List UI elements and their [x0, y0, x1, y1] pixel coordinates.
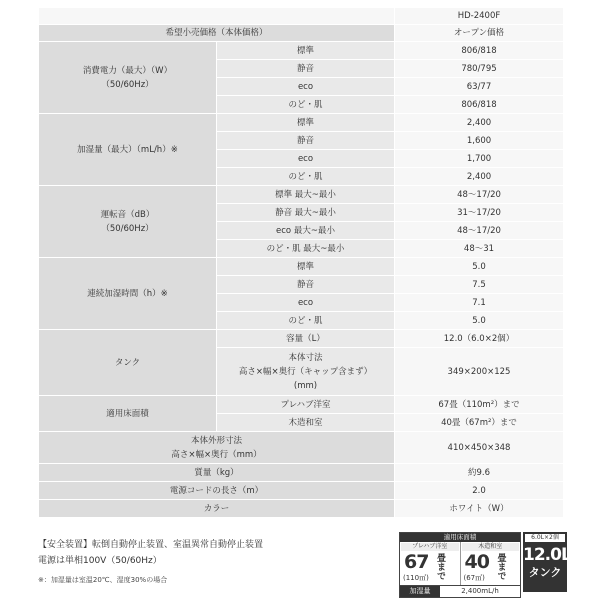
badge-col-prefab [400, 542, 461, 585]
badge-col-wooden [461, 542, 521, 585]
mode-cell: 静音 [217, 132, 395, 150]
notes [38, 537, 263, 569]
cord-label: 電源コードの長さ（m） [39, 482, 395, 500]
badge-sub: (110㎡) [403, 574, 429, 582]
value-cell: 2,400 [395, 168, 564, 186]
mode-cell: eco 最大~最小 [217, 222, 395, 240]
value-cell: 780/795 [395, 60, 564, 78]
safety-note: 【安全装置】転倒自動停止装置、室温異常自動停止装置 [38, 540, 264, 550]
value-cell: 48～17/20 [395, 186, 564, 204]
cord-value: 2.0 [395, 482, 564, 500]
badge-bottom-value: 2,400mL/h [461, 587, 499, 595]
mode-cell: のど・肌 [217, 312, 395, 330]
badge-col-title: 木造和室 [462, 543, 520, 551]
color-value: ホワイト（W） [395, 500, 564, 518]
value-cell: 48～31 [395, 240, 564, 258]
floor-area-badge [399, 532, 521, 598]
mode-cell: 静音 [217, 60, 395, 78]
power-label: 消費電力（最大）（W） （50/60Hz） [39, 42, 217, 114]
weight-value: 約9.6 [395, 464, 564, 482]
badge-sub: (67㎡) [463, 574, 485, 582]
tank-badge [523, 532, 571, 592]
mode-cell: 標準 最大~最小 [217, 186, 395, 204]
badge-bottom-label: 加湿量 [400, 586, 440, 597]
value-cell: 5.0 [395, 312, 564, 330]
mode-cell: のど・肌 [217, 168, 395, 186]
badge-unit: 畳まで [495, 553, 506, 580]
badge-col-title: プレハブ洋室 [401, 543, 459, 551]
value-cell: 67畳（110m²）まで [395, 396, 564, 414]
value-cell: 63/77 [395, 78, 564, 96]
floor-label: 適用床面積 [39, 396, 217, 432]
model-header: HD-2400F [395, 8, 564, 25]
dims-label: 本体外形寸法 高さ×幅×奥行（mm） [39, 432, 395, 464]
value-cell: 1,700 [395, 150, 564, 168]
badge-unit: 畳まで [435, 553, 445, 580]
value-cell: 806/818 [395, 42, 564, 60]
value-cell: 1,600 [395, 132, 564, 150]
value-cell: 31～17/20 [395, 204, 564, 222]
color-label: カラー [39, 500, 395, 518]
badge-big-number: 40 [464, 551, 489, 573]
value-cell: 2,400 [395, 114, 564, 132]
tank-capacity-value: 12.0（6.0×2個） [395, 330, 564, 348]
tank-size-label: 本体寸法 高さ×幅×奥行（キャップ含まず） (mm) [217, 348, 395, 396]
price-value: オープン価格 [395, 25, 564, 42]
mode-cell: 標準 [217, 258, 395, 276]
value-cell: 48～17/20 [395, 222, 564, 240]
badge-title: 適用床面積 [400, 533, 520, 542]
mode-cell: eco [217, 294, 395, 312]
mode-cell: 標準 [217, 42, 395, 60]
mode-cell: プレハブ洋室 [217, 396, 395, 414]
spec-table [38, 7, 564, 518]
power-note: 電源は単相100V（50/60Hz） [38, 556, 162, 566]
mode-cell: のど・肌 最大~最小 [217, 240, 395, 258]
tank-capacity-label: 容量（L） [217, 330, 395, 348]
mode-cell: 静音 [217, 276, 395, 294]
value-cell: 7.1 [395, 294, 564, 312]
tank-size-value: 349×200×125 [395, 348, 564, 396]
mode-cell: eco [217, 78, 395, 96]
price-label: 希望小売価格（本体価格） [39, 25, 395, 42]
mode-cell: 木造和室 [217, 414, 395, 432]
continuous-label: 連続加湿時間（h）※ [39, 258, 217, 330]
humid-label: 加湿量（最大）（mL/h）※ [39, 114, 217, 186]
value-cell: 7.5 [395, 276, 564, 294]
tank-badge-top: 6.0L×2個 [524, 533, 566, 543]
noise-label: 運転音（dB） （50/60Hz） [39, 186, 217, 258]
mode-cell: 静音 最大~最小 [217, 204, 395, 222]
value-cell: 5.0 [395, 258, 564, 276]
tank-badge-label: タンク [528, 566, 562, 579]
header-blank [39, 8, 395, 25]
mode-cell: 標準 [217, 114, 395, 132]
footnote: ※：加湿量は室温20℃、湿度30%の場合 [38, 576, 168, 584]
dims-value: 410×450×348 [395, 432, 564, 464]
mode-cell: eco [217, 150, 395, 168]
mode-cell: のど・肌 [217, 96, 395, 114]
badge-big-number: 67 [404, 551, 429, 573]
value-cell: 40畳（67m²）まで [395, 414, 564, 432]
weight-label: 質量（kg） [39, 464, 395, 482]
tank-badge-value: 12.0L [523, 545, 571, 565]
tank-label: タンク [39, 330, 217, 396]
value-cell: 806/818 [395, 96, 564, 114]
